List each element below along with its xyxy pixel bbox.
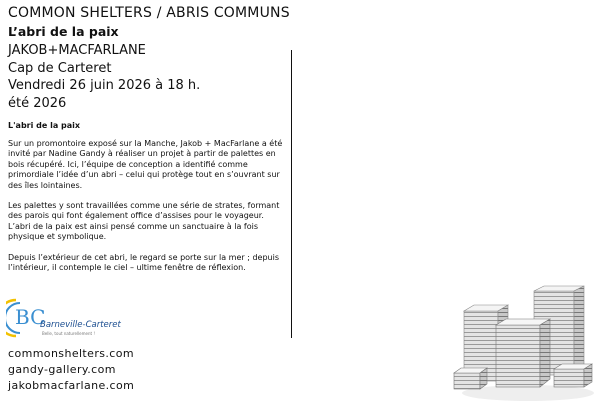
logo-name: Barneville-Carteret xyxy=(40,320,121,330)
link-commonshelters[interactable]: commonshelters.com xyxy=(8,347,134,360)
event-info xyxy=(8,42,200,112)
page-header: COMMON SHELTERS / ABRIS COMMUNS xyxy=(8,5,290,21)
event-date: Vendredi 26 juin 2026 à 18 h. xyxy=(8,78,201,93)
page-title: L’abri de la paix xyxy=(8,24,119,39)
event-season: été 2026 xyxy=(8,95,67,111)
website-links xyxy=(8,346,134,394)
architect-name: JAKOB+MACFARLANE xyxy=(8,43,146,58)
pallet-shelter-icon xyxy=(450,285,598,403)
description-text xyxy=(8,139,288,283)
paragraph-2: Les palettes y sont travaillées comme une série de strates, formant des parois qui font également office d’assises pour le voyageur. L’abri de la paix est ainsi pensé comme un sanctuaire à la fois physique et symbolique. xyxy=(8,201,280,242)
section-subtitle: L'abri de la paix xyxy=(8,121,81,130)
barneville-carteret-logo xyxy=(6,294,126,342)
link-jakobmacfarlane[interactable]: jakobmacfarlane.com xyxy=(8,379,135,392)
vertical-divider xyxy=(291,50,292,338)
link-gandy-gallery[interactable]: gandy-gallery.com xyxy=(8,363,116,376)
logo-monogram: BC xyxy=(15,305,46,329)
logo-tagline: Belle, tout naturellement ! xyxy=(42,331,95,336)
event-location: Cap de Carteret xyxy=(8,60,112,76)
paragraph-1: Sur un promontoire exposé sur la Manche, Jakob + MacFarlane a été invité par Nadine Gandy à réaliser un projet à partir de palettes en bois récupéré. Ici, l’équipe de conception a identifié comme primordiale l’idée d’un abri – celui qui protège tout en s’ouvrant sur des îles lointaines. xyxy=(8,139,283,190)
paragraph-3: Depuis l’extérieur de cet abri, le regard se porte sur la mer ; depuis l’intérieur, il contemple le ciel – ultime fenêtre de réflexion. xyxy=(8,252,279,273)
